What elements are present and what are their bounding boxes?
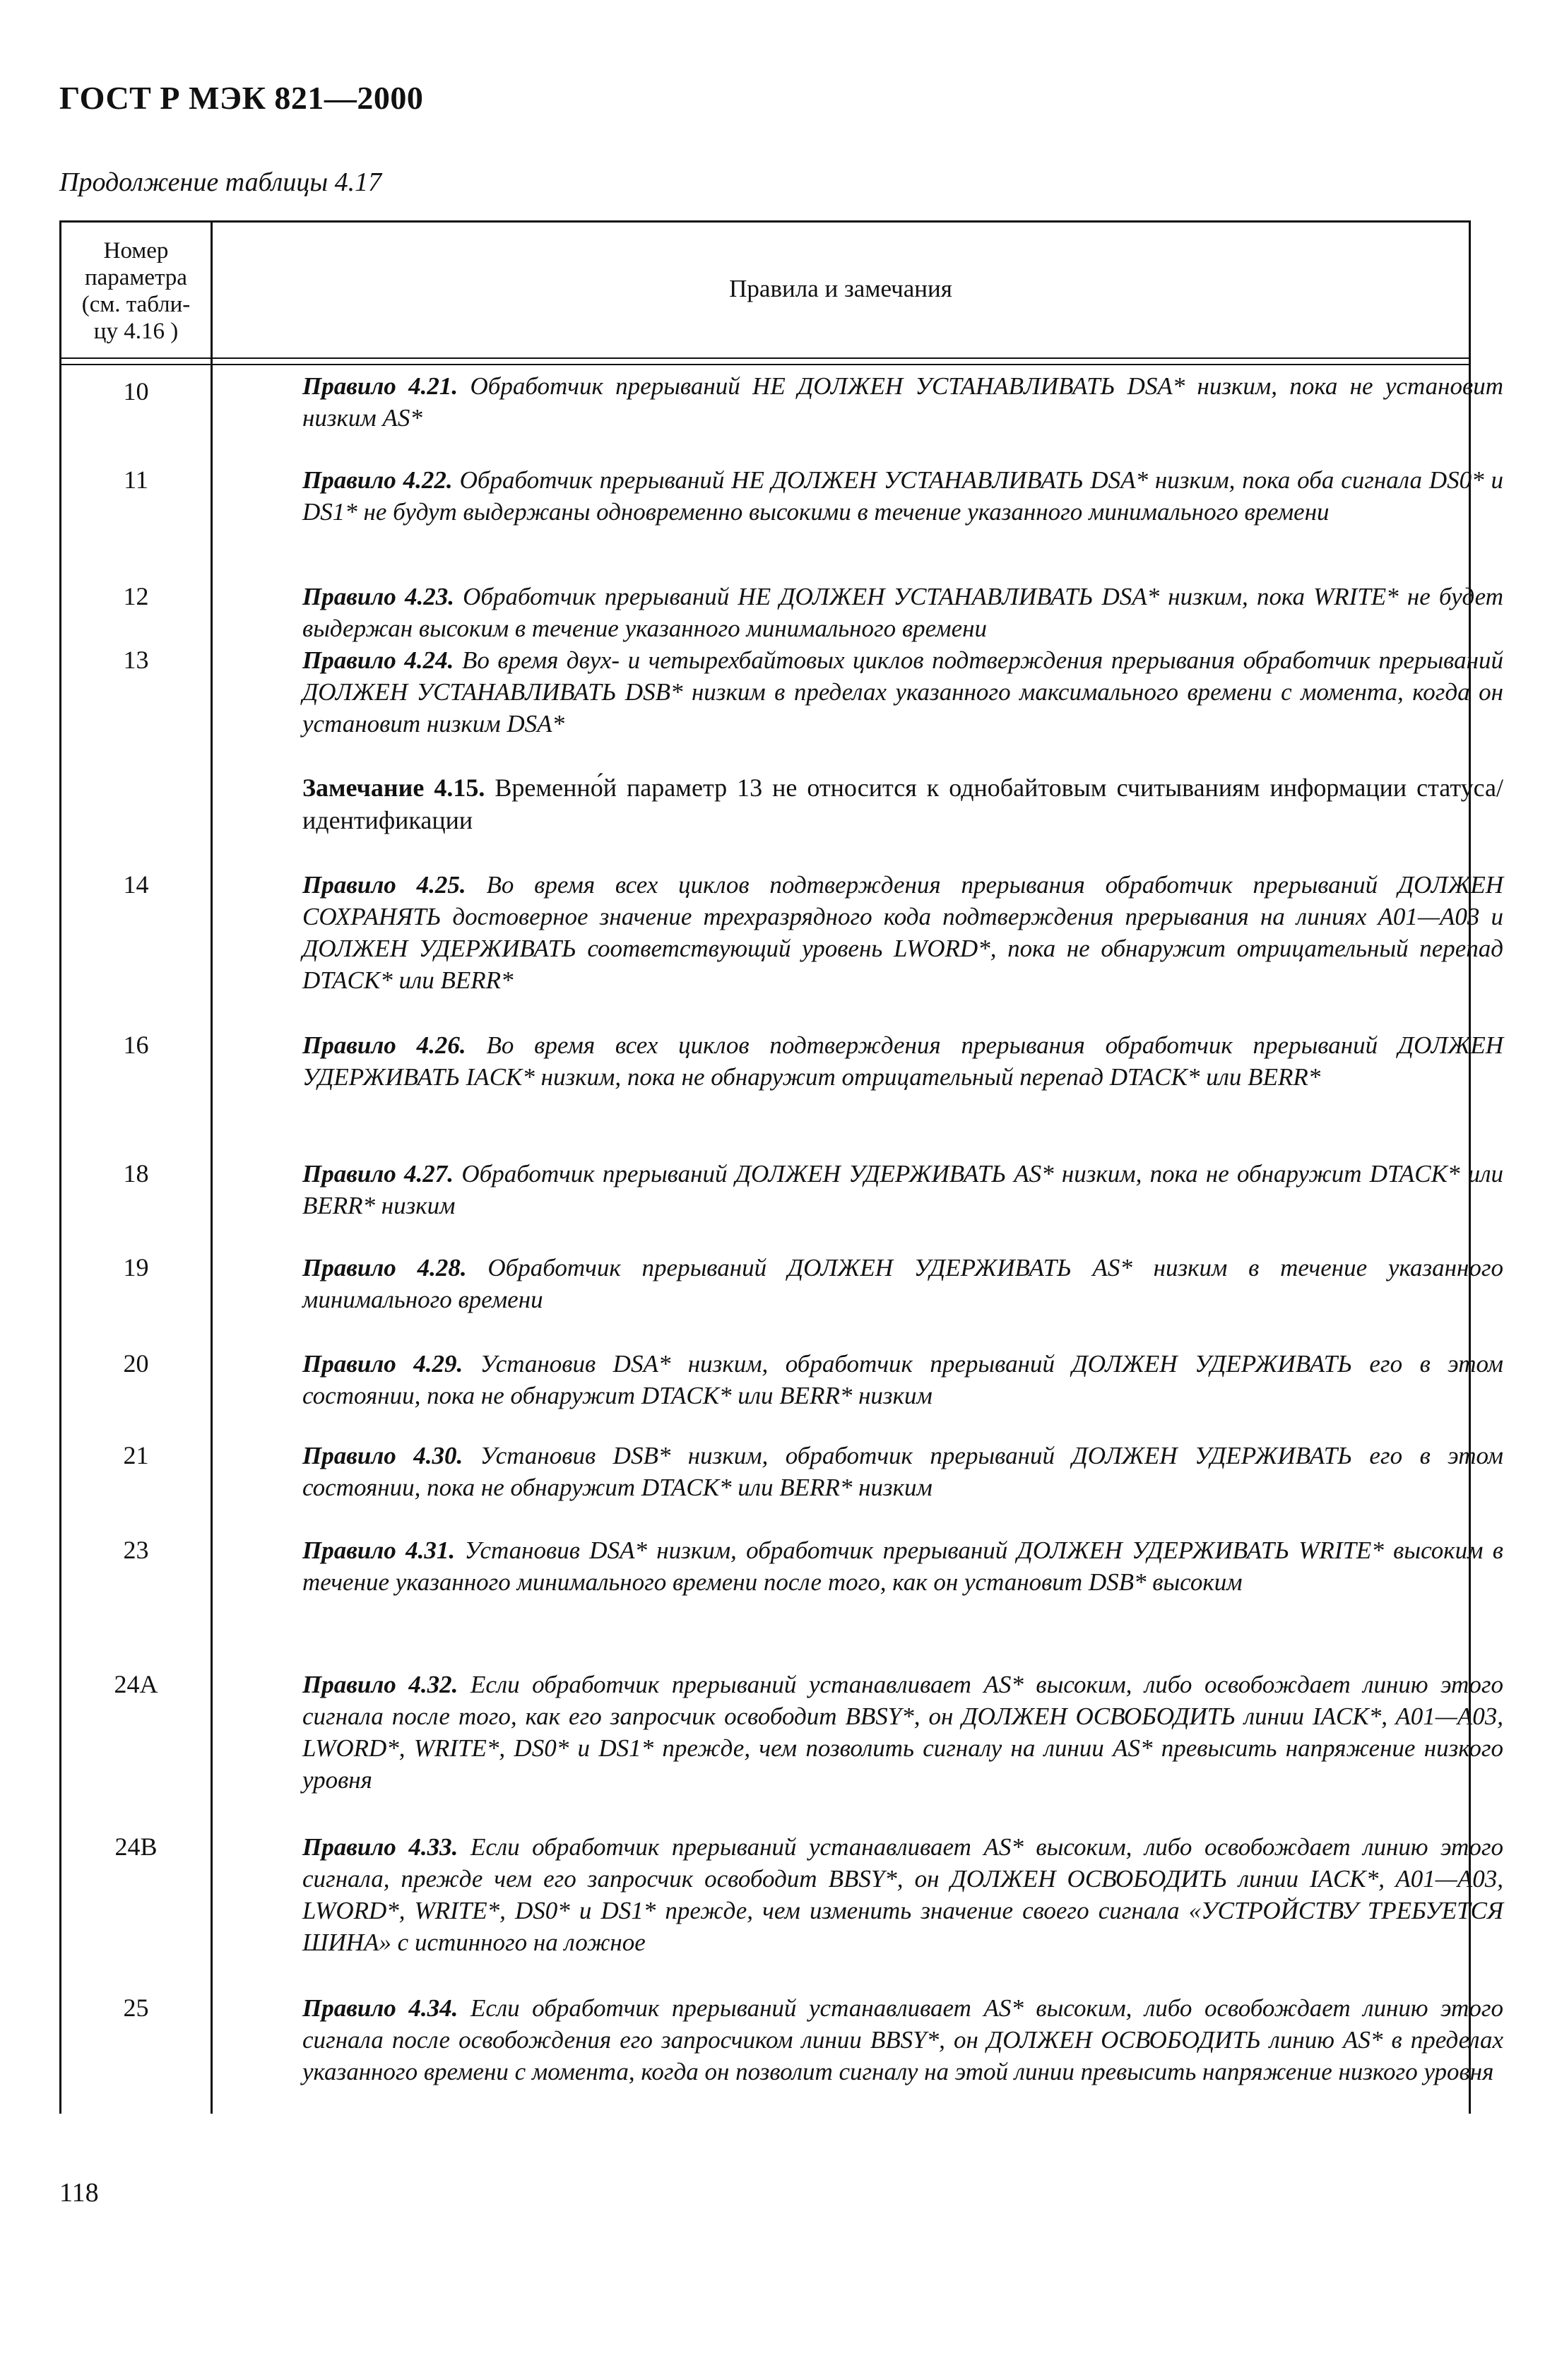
rule-label: Правило 4.23. <box>302 583 454 610</box>
rule-text: Установив DSA* низким, обработчик прерываний ДОЛЖЕН УДЕРЖИВАТЬ его в этом состоянии, пока не обнаружит DTACK* или BERR* низким <box>302 1350 1504 1409</box>
rule-entry <box>302 1831 1503 1958</box>
rule-entry <box>302 1440 1503 1503</box>
rule-text: Во время двух- и четырехбайтовых циклов подтверждения прерывания обработчик прерываний ДОЛЖЕН УСТАНАВЛИВАТЬ DSB* низким в пределах указанного максимального времени с момента, когда он установит низким DSA* <box>302 646 1504 738</box>
parameter-number: 20 <box>123 1349 149 1378</box>
column-header-number <box>61 226 211 356</box>
parameter-number: 10 <box>123 377 149 405</box>
column-header-line: параметра <box>85 265 187 290</box>
rule-text: Если обработчик прерываний устанавливает AS* высоким, либо освобождает линию этого сигнала после того, как его запросчик освободит BBSY*, он ДОЛЖЕН ОСВОБОДИТЬ линии IACK*, A01—A03, LWORD*, WRITE*, DS0* и DS1* прежде, чем позволить сигналу на линии AS* превысить напряжение низкого уровня <box>302 1671 1503 1794</box>
rule-text: Обработчик прерываний ДОЛЖЕН УДЕРЖИВАТЬ AS* низким, пока не обнаружит DTACK* или BERR* низким <box>302 1160 1504 1219</box>
document-header: ГОСТ Р МЭК 821—2000 <box>59 80 424 116</box>
rule-text: Обработчик прерываний НЕ ДОЛЖЕН УСТАНАВЛИВАТЬ DSA* низким, пока не установит низким AS* <box>302 372 1504 432</box>
parameter-number: 18 <box>123 1159 149 1188</box>
rule-text: Если обработчик прерываний устанавливает AS* высоким, либо освобождает линию этого сигнала после освобождения его запросчиком линии BBSY*, он ДОЛЖЕН ОСВОБОДИТЬ линию AS* в пределах указанного времени с момента, когда он позволит сигналу на этой линии превысить напряжение низкого уровня <box>302 1994 1503 2085</box>
rule-label: Правило 4.27. <box>302 1160 454 1188</box>
parameter-number: 11 <box>124 466 148 494</box>
note-label: Замечание 4.15. <box>302 774 485 802</box>
rule-entry <box>302 1669 1503 1796</box>
parameter-number: 14 <box>123 870 149 899</box>
header-border-double <box>59 364 1471 365</box>
rule-text: Установив DSB* низким, обработчик прерываний ДОЛЖЕН УДЕРЖИВАТЬ его в этом состоянии, пока не обнаружит DTACK* или BERR* низким <box>302 1442 1504 1501</box>
rule-label: Правило 4.22. <box>302 466 453 494</box>
table-continuation-caption: Продолжение таблицы 4.17 <box>59 167 382 197</box>
rule-entry <box>302 370 1503 434</box>
parameter-number: 23 <box>123 1536 149 1564</box>
parameter-number: 24B <box>114 1833 158 1861</box>
rule-label: Правило 4.28. <box>302 1254 467 1281</box>
rule-entry <box>302 1029 1503 1093</box>
rule-text: Обработчик прерываний НЕ ДОЛЖЕН УСТАНАВЛИВАТЬ DSA* низким, пока оба сигнала DS0* и DS1* не будут выдержаны одновременно высокими в течение указанного минимального времени <box>302 466 1503 526</box>
parameter-number: 21 <box>123 1441 149 1469</box>
rule-label: Правило 4.32. <box>302 1671 458 1698</box>
rule-entry <box>302 464 1503 528</box>
column-header-line: Номер <box>103 238 169 264</box>
column-header-line: (см. табли- <box>81 292 191 317</box>
rule-entry <box>302 644 1503 740</box>
parameter-number: 12 <box>123 582 149 610</box>
note-entry <box>302 771 1503 836</box>
rule-entry <box>302 1252 1503 1315</box>
parameter-number: 25 <box>123 1994 149 2022</box>
rule-entry <box>302 1992 1503 2088</box>
rule-label: Правило 4.29. <box>302 1350 463 1378</box>
rule-label: Правило 4.24. <box>302 646 454 674</box>
rule-text: Установив DSA* низким, обработчик прерываний ДОЛЖЕН УДЕРЖИВАТЬ WRITE* высоким в течение указанного минимального времени после того, как он установит DSB* высоким <box>302 1537 1504 1596</box>
rules-table <box>59 220 1504 2114</box>
rule-label: Правило 4.34. <box>302 1994 458 2022</box>
rule-entry <box>302 1348 1503 1411</box>
note-text: Временно́й параметр 13 не относится к однобайтовым считываниям информации статуса/идентификации <box>302 774 1504 834</box>
header-border <box>59 357 1471 359</box>
rule-text: Если обработчик прерываний устанавливает AS* высоким, либо освобождает линию этого сигнала, прежде чем его запросчик освободит BBSY*, он ДОЛЖЕН ОСВОБОДИТЬ линии IACK*, A01—A03, LWORD*, WRITE*, DS0* и DS1* прежде, чем изменить значение своего сигнала «УСТРОЙСТВУ ТРЕБУЕТСЯ ШИНА» с истинного на ложное <box>302 1833 1503 1956</box>
rule-entry <box>302 1534 1503 1598</box>
parameter-number: 16 <box>123 1031 149 1059</box>
rule-label: Правило 4.26. <box>302 1031 466 1059</box>
page-number: 118 <box>59 2178 99 2208</box>
rule-text: Во время всех циклов подтверждения прерывания обработчик прерываний ДОЛЖЕН СОХРАНЯТЬ достоверное значение трехразрядного кода подтверждения прерывания на линиях A01—A03 и ДОЛЖЕН УДЕРЖИВАТЬ соответствующий уровень LWORD*, пока не обнаружит отрицательный перепад DTACK* или BERR* <box>302 871 1504 994</box>
rule-label: Правило 4.25. <box>302 871 466 899</box>
column-divider <box>211 220 213 2114</box>
parameter-number: 13 <box>123 646 149 674</box>
rule-label: Правило 4.33. <box>302 1833 458 1861</box>
rule-label: Правило 4.31. <box>302 1537 456 1564</box>
rule-entry <box>302 581 1503 644</box>
rule-text: Во время всех циклов подтверждения прерывания обработчик прерываний ДОЛЖЕН УДЕРЖИВАТЬ IACK* низким, пока не обнаружит отрицательный перепад DTACK* или BERR* <box>302 1031 1504 1091</box>
column-header-rules: Правила и замечания <box>729 275 952 302</box>
parameter-number: 19 <box>123 1253 149 1281</box>
rule-entry <box>302 1158 1503 1221</box>
parameter-number: 24A <box>114 1670 158 1698</box>
rule-entry <box>302 869 1503 996</box>
rule-text: Обработчик прерываний НЕ ДОЛЖЕН УСТАНАВЛИВАТЬ DSA* низким, пока WRITE* не будет выдержан высоким в течение указанного минимального времени <box>302 583 1503 642</box>
rule-label: Правило 4.30. <box>302 1442 463 1469</box>
rule-text: Обработчик прерываний ДОЛЖЕН УДЕРЖИВАТЬ AS* низким в течение указанного минимального времени <box>302 1254 1504 1313</box>
rule-label: Правило 4.21. <box>302 372 458 400</box>
column-header-line: цу 4.16 ) <box>93 319 179 344</box>
